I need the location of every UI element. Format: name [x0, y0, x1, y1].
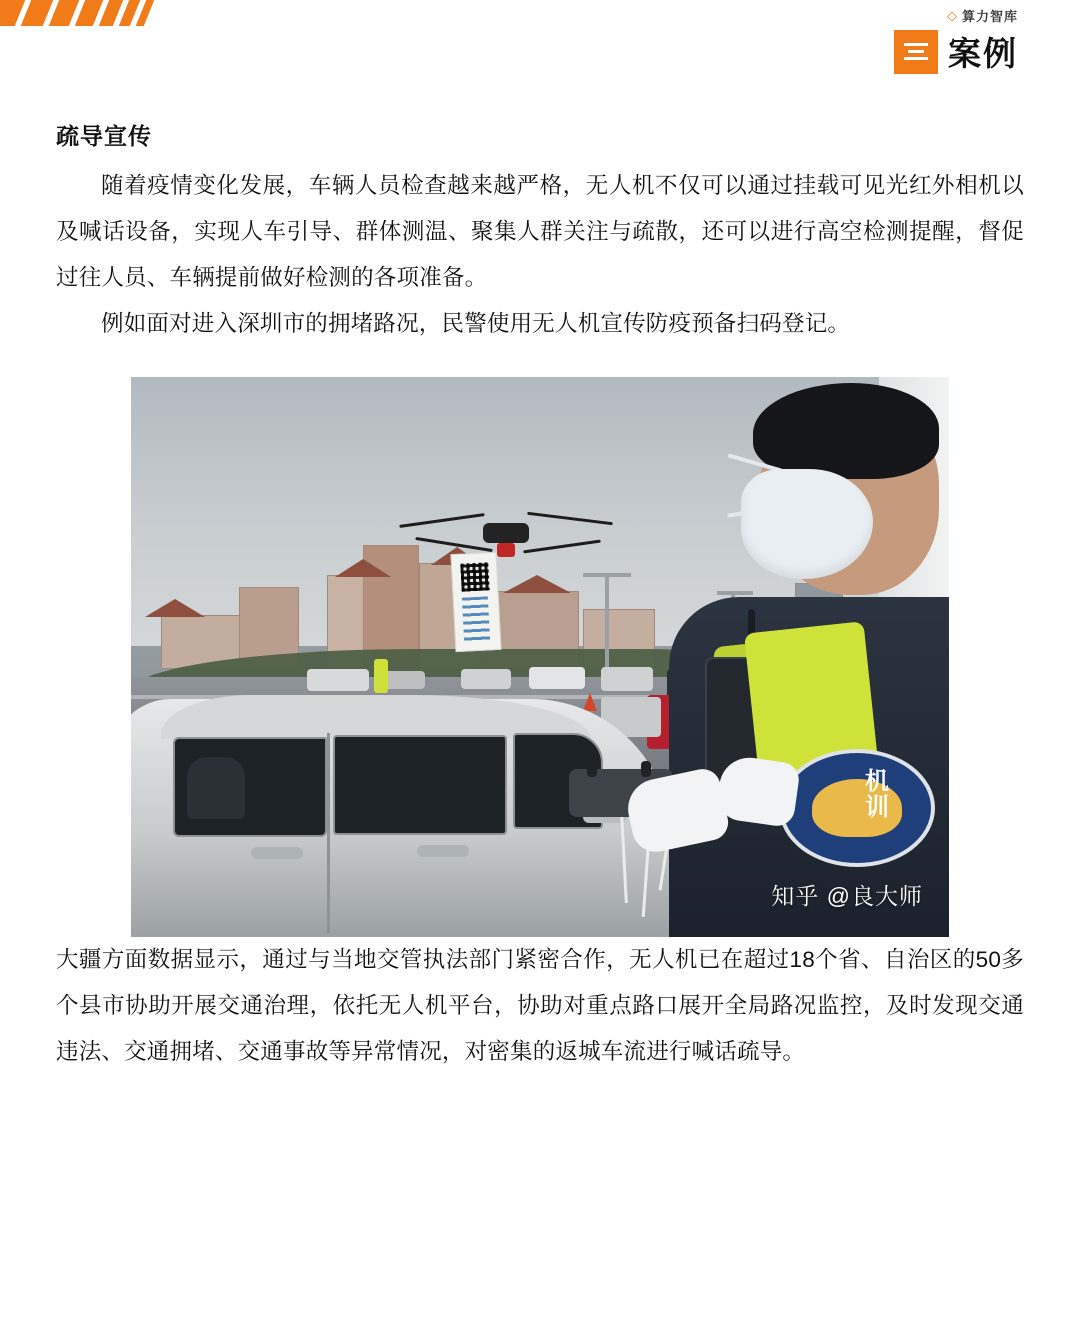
officer-hair — [753, 383, 939, 479]
section-label: 案例 — [948, 35, 1018, 72]
roof — [503, 575, 571, 593]
article-content — [0, 118, 1080, 1075]
badge-text-line1: 机 — [865, 768, 891, 795]
qr-code-icon — [460, 562, 489, 591]
roof — [335, 559, 391, 577]
brand-logo — [947, 6, 1018, 25]
paragraph-1: 随着疫情变化发展，车辆人员检查越来越严格，无人机不仅可以通过挂载可见光红外相机以及喊话设备，实现人车引导、群体测温、聚集人群关注与疏散，还可以进行高空检测提醒，督促过往人员、车辆提前做好检测的各项准备。 — [56, 173, 1024, 290]
stripe-2 — [21, 0, 54, 26]
controller-joystick — [587, 761, 597, 777]
hamburger-line-bottom — [904, 57, 928, 60]
page-header — [0, 0, 1080, 88]
car-window-front — [333, 735, 507, 835]
gloved-hand-right — [715, 754, 801, 828]
car-door-seam — [327, 733, 330, 933]
car-door-handle — [251, 847, 303, 859]
shoulder-badge — [779, 749, 935, 867]
drone-body — [483, 523, 529, 543]
article-subtitle: 疏导宣传 — [56, 123, 152, 149]
drone-camera — [497, 543, 515, 557]
article-figure — [56, 377, 1024, 937]
stripe-3 — [49, 0, 80, 26]
road-worker — [374, 659, 388, 693]
roof — [145, 599, 205, 617]
diamond-icon: ◇ — [946, 8, 956, 23]
distant-vehicle — [461, 669, 511, 689]
controller-joystick — [641, 761, 651, 777]
paragraph-2: 例如面对进入深圳市的拥堵路况，民警使用无人机宣传防疫预备扫码登记。 — [101, 311, 851, 336]
police-officer — [639, 377, 949, 937]
hamburger-line-middle — [908, 50, 924, 53]
badge-text — [865, 769, 891, 821]
banner-text-lines — [462, 596, 490, 641]
header-stripes-decoration — [0, 0, 200, 26]
photo-police-drone — [131, 377, 949, 937]
traffic-cone-icon — [583, 693, 597, 711]
distant-vehicle — [529, 667, 585, 689]
car-door-handle — [417, 845, 469, 857]
paragraph-3: 大疆方面数据显示，通过与当地交管执法部门紧密合作，无人机已在超过18个省、自治区的50多个县市协助开展交通治理，依托无人机平台，协助对重点路口展开全局路况监控，及时发现交通违法、交通拥堵、交通事故等异常情况，对密集的返城车流进行喊话疏导。 — [56, 947, 1024, 1064]
hamburger-icon — [894, 30, 938, 74]
hamburger-line-top — [904, 43, 928, 46]
brand-name: 算力智库 — [961, 9, 1018, 24]
car-passenger — [187, 757, 245, 819]
distant-vehicle — [307, 669, 369, 691]
section-tag — [894, 28, 1018, 75]
photo-watermark: 知乎 @良大师 — [771, 883, 923, 909]
badge-text-line2: 训 — [865, 794, 891, 821]
